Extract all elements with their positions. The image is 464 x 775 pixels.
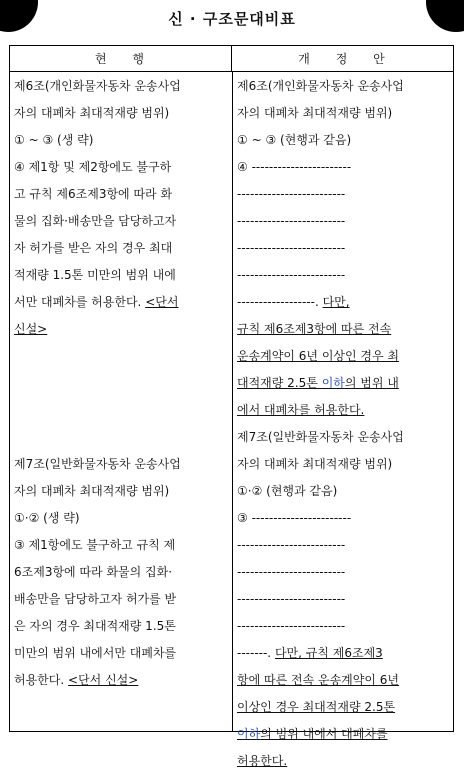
text-fragment: 의 범위 내에서 대폐차를 xyxy=(260,727,388,741)
new-proviso-mark: <단서 xyxy=(145,295,179,309)
text-line xyxy=(14,289,229,316)
proviso-line: 운송계약이 6년 이상인 경우 최 xyxy=(237,349,399,363)
blank-line xyxy=(14,397,229,424)
proviso-line: 허용한다. xyxy=(237,754,288,768)
blank-line xyxy=(14,343,229,370)
text-line: 자의 대폐차 최대적재량 범위) xyxy=(14,106,170,120)
text-line: 은 자의 경우 최대적재량 1.5톤 xyxy=(14,619,176,633)
proviso-line: 항에 따른 전속 운송계약이 6년 xyxy=(237,673,399,687)
blank-line xyxy=(14,370,229,397)
new-proviso-mark: <단서 신설> xyxy=(68,673,139,687)
new-proviso-mark: 신설> xyxy=(14,322,48,336)
text-fragment: 서만 대폐차를 허용한다. xyxy=(14,295,142,309)
text-line: 제6조(개인화물자동차 운송사업 xyxy=(237,79,404,93)
text-line: ------------------------- xyxy=(237,241,346,255)
text-line: ③ ----------------------- xyxy=(237,511,352,525)
text-line: 자의 대폐차 최대적재량 범위) xyxy=(237,106,393,120)
text-line: ③ 제1항에도 불구하고 규칙 제 xyxy=(14,538,176,552)
table-header-row xyxy=(10,46,453,72)
proposed-article-6 xyxy=(237,73,450,424)
text-line: ------------------------- xyxy=(237,187,346,201)
proviso-line xyxy=(237,370,450,397)
highlight-word: 이하 xyxy=(321,376,345,390)
text-line: ④ 제1항 및 제2항에도 불구하 xyxy=(14,160,172,174)
text-line: 물의 집화·배송만을 담당하고자 xyxy=(14,214,177,228)
text-fragment: 의 범위 내 xyxy=(344,376,399,390)
text-line: ------------------------- xyxy=(237,565,346,579)
proviso-line: 이상인 경우 최대적재량 2.5톤 xyxy=(237,700,396,714)
current-article-6 xyxy=(14,73,229,451)
text-line: 자 허가를 받은 자의 경우 최대 xyxy=(14,241,173,255)
text-line: ① ~ ③ (생 략) xyxy=(14,133,94,147)
text-line: 고 규칙 제6조제3항에 따라 화 xyxy=(14,187,173,201)
text-line: 제7조(일반화물자동차 운송사업 xyxy=(14,457,181,471)
text-line: ------------------------- xyxy=(237,619,346,633)
text-line: ------------------------- xyxy=(237,268,346,282)
text-line: 제6조(개인화물자동차 운송사업 xyxy=(14,79,181,93)
text-line xyxy=(237,289,450,316)
text-line: ① ~ ③ (현행과 같음) xyxy=(237,133,352,147)
page-title: 신 · 구조문대비표 xyxy=(168,10,296,28)
text-line xyxy=(14,667,229,694)
text-line: ------------------------- xyxy=(237,214,346,228)
proviso-line: 규칙 제6조제3항에 따른 전속 xyxy=(237,322,392,336)
text-line: 적재량 1.5톤 미만의 범위 내에 xyxy=(14,268,176,282)
text-line: 배송만을 담당하고자 허가를 받 xyxy=(14,592,177,606)
header-current: 현 행 xyxy=(95,52,146,66)
proviso-line xyxy=(237,721,450,748)
text-fragment: 대적재량 2.5톤 xyxy=(237,376,322,390)
text-line: ④ ----------------------- xyxy=(237,160,352,174)
current-column xyxy=(10,71,232,731)
blank-line xyxy=(14,424,229,451)
proposed-column xyxy=(233,71,453,768)
proviso-text: 다만, xyxy=(322,295,350,309)
highlight-word: 이하 xyxy=(237,727,261,741)
text-line: 제7조(일반화물자동차 운송사업 xyxy=(237,430,404,444)
current-article-7 xyxy=(14,451,229,694)
text-line: 미만의 범위 내에서만 대폐차를 xyxy=(14,646,177,660)
text-line: ①·② (현행과 같음) xyxy=(237,484,338,498)
proviso-text: 다만, 규칙 제6조제3 xyxy=(274,646,383,660)
text-line xyxy=(237,640,450,667)
text-line xyxy=(14,316,229,343)
text-fragment: ------------------. xyxy=(237,295,319,309)
text-line: 자의 대폐차 최대적재량 범위) xyxy=(237,457,393,471)
text-line: ①·② (생 략) xyxy=(14,511,80,525)
comparison-table xyxy=(9,45,454,768)
proposed-article-7 xyxy=(237,424,450,775)
text-line: 6조제3항에 따라 화물의 집화· xyxy=(14,565,173,579)
header-proposed: 개 정 안 xyxy=(231,46,453,71)
text-fragment: 허용한다. xyxy=(14,673,65,687)
text-line: ------------------------- xyxy=(237,592,346,606)
text-fragment: -------. xyxy=(237,646,272,660)
text-line: 자의 대폐차 최대적재량 범위) xyxy=(14,484,170,498)
proviso-line: 에서 대폐차를 허용한다. xyxy=(237,403,365,417)
text-line: ------------------------- xyxy=(237,538,346,552)
